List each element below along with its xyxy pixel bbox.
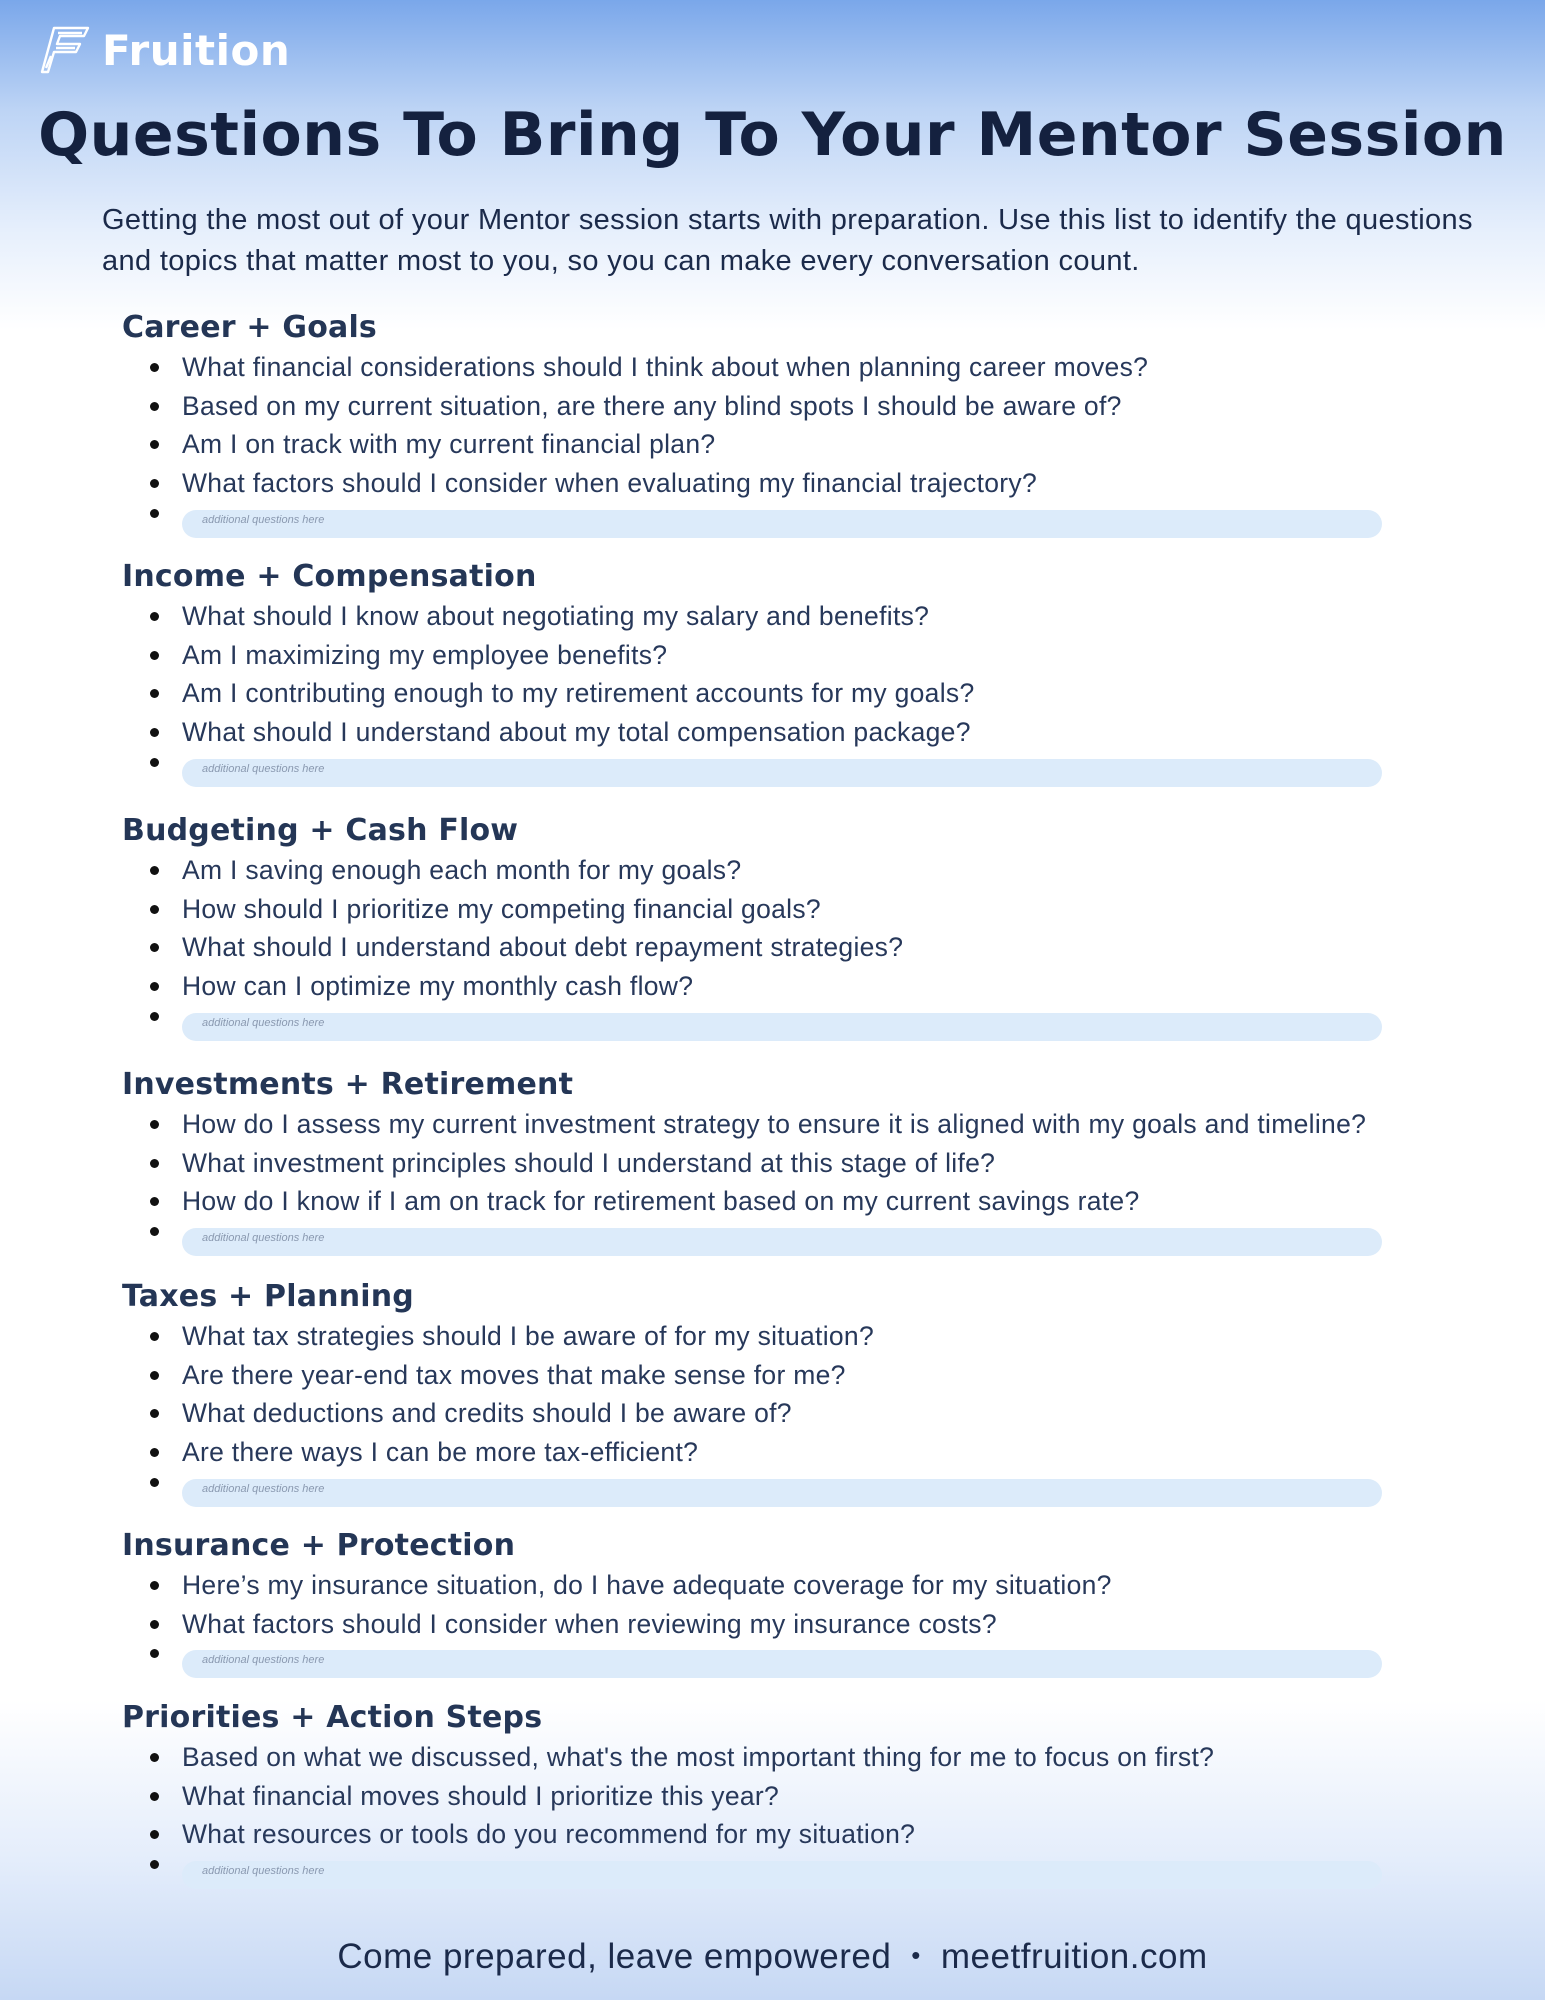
additional-questions-field[interactable]: additional questions here: [182, 510, 1382, 538]
additional-questions-field[interactable]: additional questions here: [182, 1650, 1382, 1678]
bullet-icon: [150, 1227, 159, 1236]
section-heading: Taxes + Planning: [122, 1279, 414, 1314]
bullet-icon: [150, 866, 159, 875]
fruition-f-logo-icon: [40, 24, 92, 76]
question-text: What investment principles should I understand at this stage of life?: [182, 1147, 996, 1178]
section-income-compensation: [122, 557, 1422, 786]
additional-questions-field[interactable]: additional questions here: [182, 1479, 1382, 1507]
question-text: Based on what we discussed, what's the most important thing for me to focus on first?: [182, 1742, 1215, 1772]
question-text: Am I saving enough each month for my goals?: [182, 855, 742, 885]
brand-name: Fruition: [102, 25, 291, 75]
question-text: What should I know about negotiating my salary and benefits?: [182, 601, 930, 631]
question-text: Are there ways I can be more tax-efficient?: [182, 1437, 699, 1468]
question-text: What should I understand about my total compensation package?: [182, 717, 971, 748]
bullet-icon: [150, 728, 159, 737]
question-item: [122, 1317, 1422, 1356]
bullet-icon: [150, 509, 159, 518]
question-item: [122, 713, 1422, 752]
bullet-icon: [150, 1332, 159, 1341]
question-text: Are there year-end tax moves that make sense for me?: [182, 1359, 846, 1390]
question-item: [122, 1566, 1422, 1605]
bullet-icon: [150, 1371, 159, 1380]
bullet-icon: [150, 651, 159, 660]
section-heading: Investments + Retirement: [122, 1067, 574, 1102]
bullet-icon: [150, 1409, 159, 1418]
question-item: [122, 674, 1422, 713]
bullet-icon: [150, 943, 159, 952]
bullet-icon: [150, 1753, 159, 1762]
bullet-icon: [150, 1581, 159, 1590]
question-text: What financial moves should I prioritize this year?: [182, 1780, 780, 1811]
question-text: Am I contributing enough to my retirement accounts for my goals?: [182, 678, 975, 709]
bullet-icon: [150, 1478, 159, 1487]
question-item: [122, 1815, 1422, 1854]
question-text: How do I assess my current investment strategy to ensure it is aligned with my goals and timeline?: [182, 1109, 1367, 1139]
section-career-goals: [122, 308, 1422, 537]
question-item: [122, 851, 1422, 890]
section-heading: Budgeting + Cash Flow: [122, 813, 519, 848]
question-text: What resources or tools do you recommend for my situation?: [182, 1819, 916, 1850]
section-insurance-protection: [122, 1526, 1422, 1677]
bullet-icon: [150, 612, 159, 621]
footer-separator: •: [911, 1940, 921, 1970]
question-text: Here’s my insurance situation, do I have adequate coverage for my situation?: [182, 1570, 1112, 1600]
additional-question-row: [122, 1643, 1422, 1677]
question-item: [122, 387, 1422, 426]
bullet-icon: [150, 1448, 159, 1457]
question-item: [122, 597, 1422, 636]
question-text: What deductions and credits should I be aware of?: [182, 1398, 792, 1429]
section-priorities-action-steps: [122, 1698, 1422, 1888]
intro-paragraph: Getting the most out of your Mentor session starts with preparation. Use this list to identify the questions and topics that matter most to you, so you can make every conversation count.: [102, 204, 1473, 277]
question-item: [122, 1394, 1422, 1433]
question-item: [122, 890, 1422, 929]
additional-questions-field[interactable]: additional questions here: [182, 1013, 1382, 1041]
question-item: [122, 636, 1422, 675]
question-text: What factors should I consider when evaluating my financial trajectory?: [182, 468, 1037, 499]
bullet-icon: [150, 982, 159, 991]
question-text: Am I on track with my current financial plan?: [182, 429, 716, 460]
additional-question-row: [122, 503, 1422, 537]
bullet-icon: [150, 1860, 159, 1869]
question-item: [122, 1105, 1422, 1144]
question-item: [122, 1433, 1422, 1472]
additional-question-row: [122, 1221, 1422, 1255]
question-item: [122, 1777, 1422, 1816]
section-budgeting-cash-flow: [122, 811, 1422, 1040]
bullet-icon: [150, 402, 159, 411]
question-text: What should I understand about debt repayment strategies?: [182, 932, 904, 963]
section-heading: Income + Compensation: [122, 559, 537, 594]
bullet-icon: [150, 1159, 159, 1168]
question-text: How can I optimize my monthly cash flow?: [182, 971, 694, 1002]
bullet-icon: [150, 1792, 159, 1801]
question-item: [122, 928, 1422, 967]
bullet-icon: [150, 905, 159, 914]
question-item: [122, 1738, 1422, 1777]
additional-questions-field[interactable]: additional questions here: [182, 759, 1382, 787]
bullet-icon: [150, 1120, 159, 1129]
question-item: [122, 967, 1422, 1006]
question-text: Based on my current situation, are there any blind spots I should be aware of?: [182, 390, 1122, 421]
question-text: What financial considerations should I think about when planning career moves?: [182, 352, 1149, 382]
section-heading: Priorities + Action Steps: [122, 1700, 543, 1735]
bullet-icon: [150, 1620, 159, 1629]
question-item: [122, 464, 1422, 503]
section-heading: Career + Goals: [122, 310, 377, 345]
question-text: What factors should I consider when reviewing my insurance costs?: [182, 1608, 997, 1639]
additional-questions-field[interactable]: additional questions here: [182, 1861, 1382, 1889]
question-text: What tax strategies should I be aware of for my situation?: [182, 1321, 875, 1351]
bullet-icon: [150, 1012, 159, 1021]
section-investments-retirement: [122, 1065, 1422, 1255]
bullet-icon: [150, 1197, 159, 1206]
bullet-icon: [150, 363, 159, 372]
bullet-icon: [150, 758, 159, 767]
footer: [0, 1937, 1545, 1977]
bullet-icon: [150, 689, 159, 698]
section-taxes-planning: [122, 1277, 1422, 1506]
question-item: [122, 1605, 1422, 1644]
section-heading: Insurance + Protection: [122, 1528, 516, 1563]
brand-logo: [40, 22, 290, 78]
footer-tagline: Come prepared, leave empowered: [337, 1937, 892, 1976]
footer-website[interactable]: meetfruition.com: [940, 1937, 1208, 1976]
question-text: Am I maximizing my employee benefits?: [182, 639, 668, 670]
additional-question-row: [122, 1472, 1422, 1506]
question-text: How do I know if I am on track for retirement based on my current savings rate?: [182, 1186, 1140, 1217]
bullet-icon: [150, 1649, 159, 1658]
question-item: [122, 1182, 1422, 1221]
additional-question-row: [122, 752, 1422, 786]
bullet-icon: [150, 440, 159, 449]
additional-question-row: [122, 1006, 1422, 1040]
question-text: How should I prioritize my competing financial goals?: [182, 893, 821, 924]
question-item: [122, 348, 1422, 387]
question-item: [122, 1144, 1422, 1183]
question-item: [122, 425, 1422, 464]
additional-question-row: [122, 1854, 1422, 1888]
question-item: [122, 1356, 1422, 1395]
bullet-icon: [150, 1830, 159, 1839]
additional-questions-field[interactable]: additional questions here: [182, 1228, 1382, 1256]
page-title: Questions To Bring To Your Mentor Session: [38, 100, 1507, 170]
bullet-icon: [150, 479, 159, 488]
